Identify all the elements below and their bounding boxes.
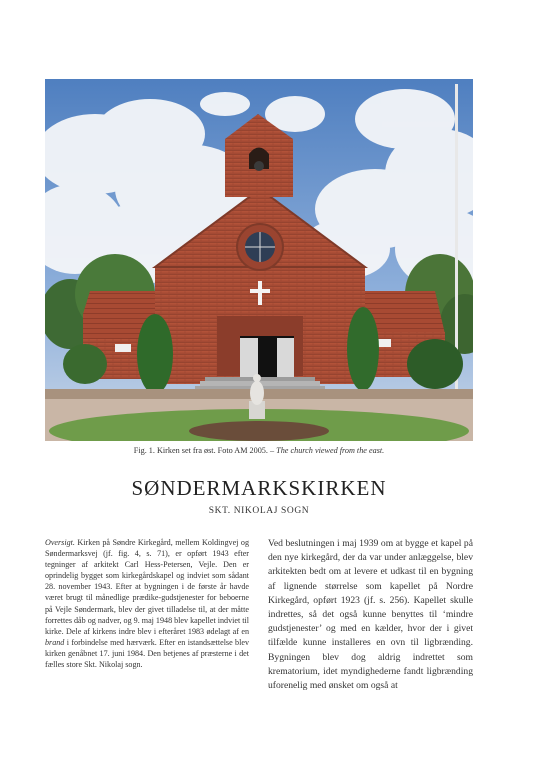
emphasis-brand: brand — [45, 637, 65, 647]
church-photo — [45, 79, 473, 441]
paragraph-left-part2: i forbindelse med hærværk. Efter en istandsættelse blev kirken genåbnet 17. juni 1984. Den betjenes af præsterne i det fælles store Skt. Nikolaj sogn. — [45, 637, 249, 670]
paragraph-right: Ved beslutningen i maj 1939 om at bygge et kapel på den nye kirkegård, der da var under anlæggelse, blev arkitekten bedt om at levere et udkast til en bygning af lignende størrelse som kapellet på Nordre Kirkegård, opført 1923 (jf. s. 256). Kapellet skulle indrettes, så det også kunne benyttes til ‘mindre gudstjenester’ og med en kælder, hvor der i givet tilfælde kunne installeres en ovn til ligbrænding. Bygningen blev dog aldrig indrettet som krematorium, idet myndighederne fandt ligbrænding uforenelig med ønsket om også at — [268, 538, 473, 692]
page-subtitle: SKT. NIKOLAJ SOGN — [208, 506, 310, 516]
lead-word: Oversigt. — [45, 538, 75, 547]
text-column-right — [268, 537, 473, 693]
page-title: SØNDERMARKSKIRKEN — [131, 476, 387, 500]
text-column-left — [45, 537, 249, 670]
figure-caption — [45, 446, 473, 455]
paragraph-left-part1: Kirken på Søndre Kirkegård, mellem Koldingvej og Søndermarksvej (jf. fig. 4, s. 71), er opført 1943 efter tegninger af arkitekt Carl Hess-Petersen, Vejle. Den er oprindelig bygget som kirkegårdskapel og indviet som sådant 28. november 1943. Efter at bygningen i de første år havde været brugt til månedlige prædike-gudstjenester for beboerne på Vejle Søndermark, blev der givet tilladelse til, at der måtte forrettes dåb og nadver, og 9. maj 1948 blev kapellet indviet til kirke. Dele af kirkens indre blev i efteråret 1983 ødelagt af en — [45, 538, 249, 636]
caption-english: The church viewed from the east. — [276, 446, 385, 455]
caption-main: Fig. 1. Kirken set fra øst. Foto AM 2005. – — [133, 446, 275, 455]
